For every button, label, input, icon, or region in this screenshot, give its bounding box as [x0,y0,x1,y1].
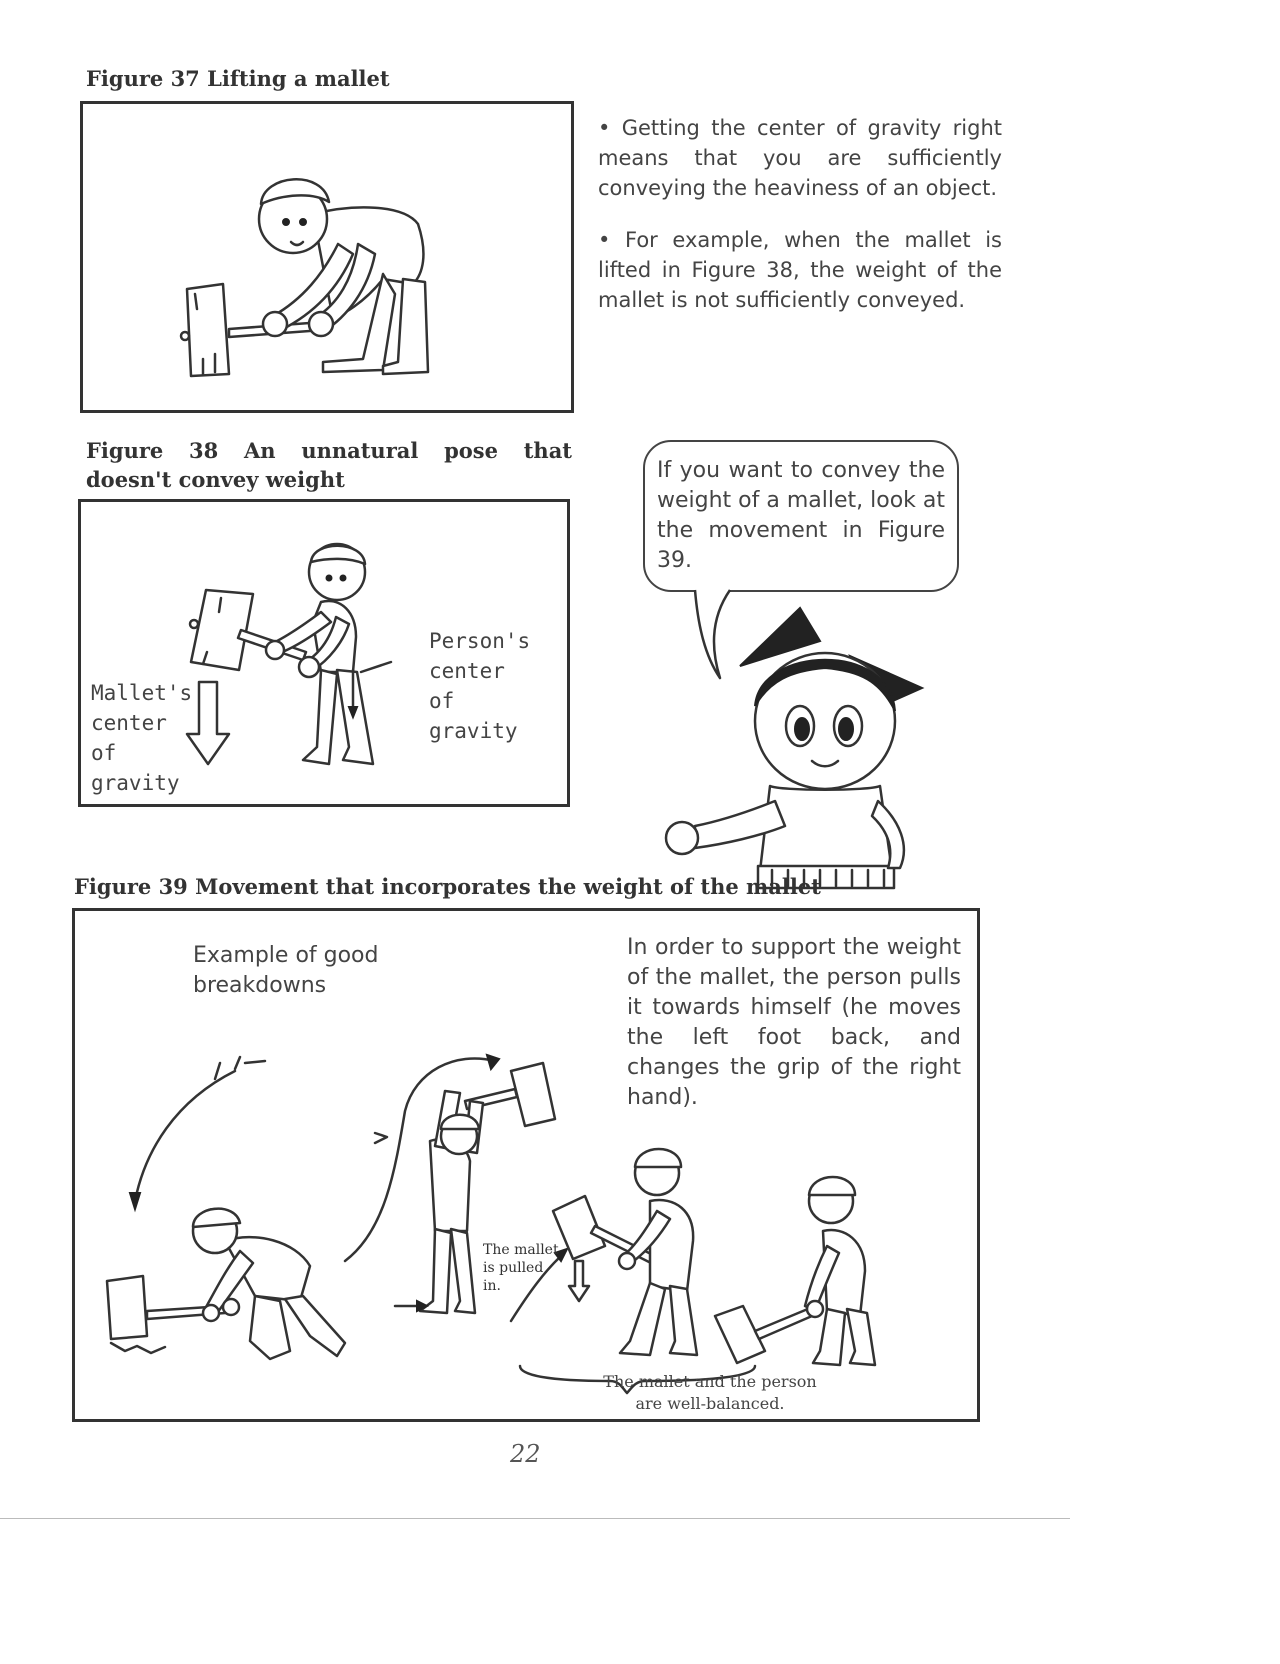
mallet-gravity-label: Mallet's center of gravity [91,681,193,795]
intro-bullet-2: • For example, when the mallet is lifted in Figure 38, the weight of the mallet is not sufficiently conveyed. [598,228,1002,312]
person-gravity-label: Person's center of gravity [429,629,531,743]
figure-39-panel [72,908,980,1422]
page-bottom-rule [0,1518,1070,1519]
figure-37-caption: Figure 37 Lifting a mallet [86,66,390,91]
pointing-character-illustration [660,586,960,906]
figure-39-caption: Figure 39 Movement that incorporates the weight of the mallet [74,874,821,899]
figure-37-panel [80,101,574,413]
pulled-in-note: The mallet is pulled in. [483,1242,559,1294]
figure-37-illustration [83,104,577,416]
intro-text [598,113,1002,337]
page-number: 22 [510,1440,541,1468]
figure-39-explanation: In order to support the weight of the mallet, the person pulls it towards himself (he moves the left foot back, and changes the grip of the right hand). [627,935,961,1110]
speech-bubble: If you want to convey the weight of a mallet, look at the movement in Figure 39. [643,440,959,592]
intro-bullet-1: • Getting the center of gravity right means that you are sufficiently conveying the heaviness of an object. [598,116,1002,200]
figure-38-panel [78,499,570,807]
balance-note: The mallet and the person are well-balanced. [603,1372,817,1413]
example-label: Example of good breakdowns [193,943,379,998]
figure-38-caption: Figure 38 An unnatural pose that doesn't convey weight [86,438,572,492]
figure-39-illustration [75,911,983,1425]
